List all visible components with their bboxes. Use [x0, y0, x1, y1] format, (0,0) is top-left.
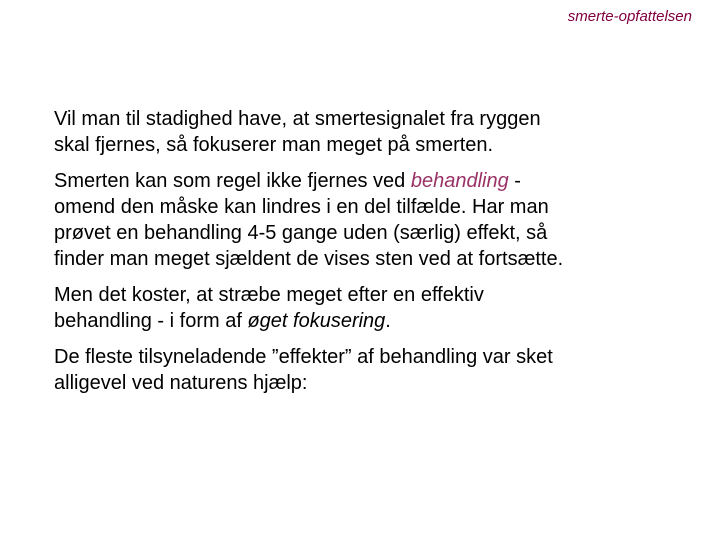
highlighted-term-behandling: behandling: [410, 170, 509, 192]
paragraph-3-text-start: Men det koster, at stræbe meget efter en effektiv behandling - i form af: [54, 284, 484, 332]
paragraph-2-text-start: Smerten kan som regel ikke fjernes ved: [54, 170, 411, 192]
paragraph-4: De fleste tilsyneladende ”effekter” af behandling var sket alligevel ved naturens hjælp:: [54, 346, 553, 394]
paragraph-2-text-end: - omend den måske kan lindres i en del tilfælde. Har man prøvet en behandling 4-5 gange uden (særlig) effekt, så finder man meget sjældent de vises sten ved at fortsætte.: [54, 170, 564, 270]
paragraph-3: [54, 282, 694, 334]
paragraph-1: Vil man til stadighed have, at smertesignalet fra ryggen skal fjernes, så fokuserer man meget på smerten.: [54, 108, 541, 156]
paragraph-3-text-end: .: [385, 310, 391, 332]
emphasized-term: øget fokusering: [247, 310, 386, 332]
slide-body: [54, 106, 694, 406]
slide-title: smerte-opfattelsen: [567, 8, 692, 25]
paragraph-2: [54, 168, 694, 272]
